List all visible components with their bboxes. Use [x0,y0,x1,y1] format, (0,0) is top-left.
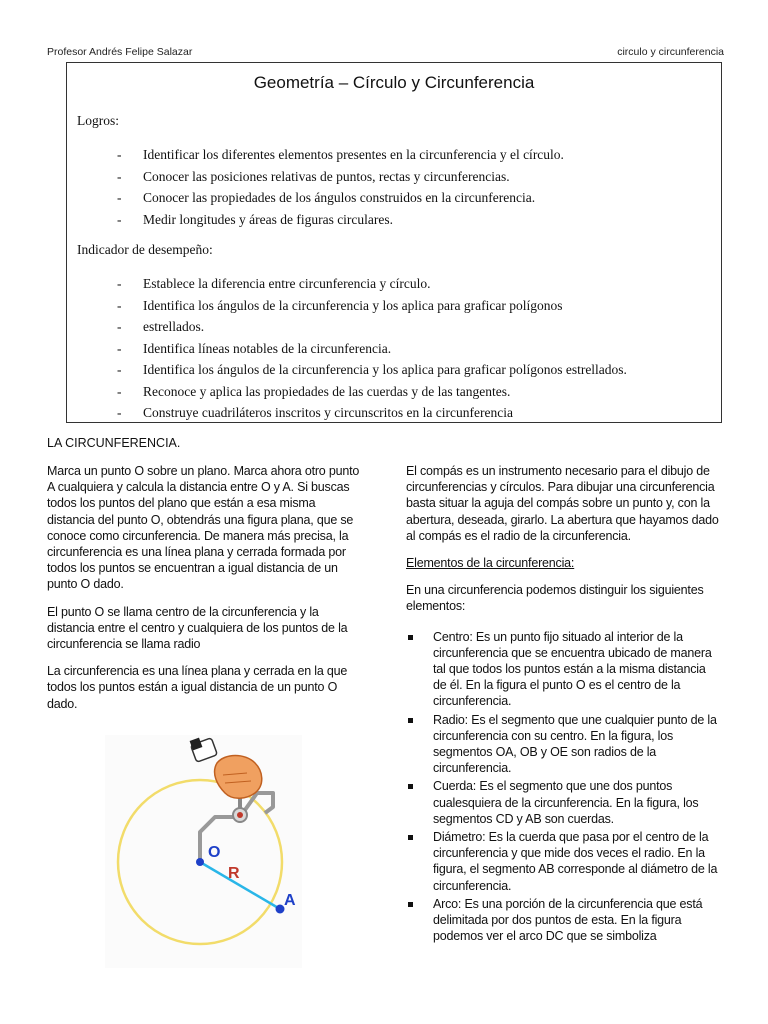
circumference-figure [105,735,302,968]
list-item: Diámetro: Es la cuerda que pasa por el centro de la circunferencia y que mide dos veces el radio. En la figura, el segmento AB corresponde al diámetro de la circunferencia. [406,829,722,894]
list-item: - estrellados. [117,319,205,334]
label-a: A [284,892,296,909]
compass-diagram [105,735,302,968]
list-item: - Identifica líneas notables de la circunferencia. [117,340,392,356]
header-topic: circulo y circunferencia [617,46,724,58]
paragraph: El compás es un instrumento necesario para el dibujo de circunferencias y círculos. Para dibujar una circunferencia basta situar la aguja del compás sobre un punto y, con la abertura, deseada, girarlo. La abertura que hayamos dado al compás es el radio de la circunferencia. [406,464,719,543]
list-item: - Identifica los ángulos de la circunferencia y los aplica para graficar polígonos estrellados. [117,362,627,377]
list-item: Radio: Es el segmento que une cualquier punto de la circunferencia con su centro. En la figura, los segmentos OA, OB y OE son radios de la circunferencia. [406,712,722,777]
list-item: - Construye cuadriláteros inscritos y circunscritos en la circunferencia [117,405,513,420]
list-item: Arco: Es una porción de la circunferencia que está delimitada por dos puntos de esta. En la figura podemos ver el arco DC que se simboliza [406,896,722,945]
hand-icon [215,756,262,799]
paragraph: El punto O se llama centro de la circunferencia y la distancia entre el centro y cualquiera de los puntos de la circunferencia se llama radio [47,604,348,652]
radius-line [200,862,280,909]
paragraph: En una circunferencia podemos distinguir los siguientes elementos: [406,583,704,614]
list-item: - Conocer las posiciones relativas de puntos, rectas y circunferencias. [117,168,510,184]
list-item: - Establece la diferencia entre circunferencia y círculo. [117,276,431,291]
objectives-box [66,62,722,423]
elements-list [406,629,722,945]
document-title: Geometría – Círculo y Circunferencia [253,73,535,92]
paragraph: Marca un punto O sobre un plano. Marca ahora otro punto A cualquiera y calcula la distancia entre O y A. Si buscas todos los puntos del plano que están a esa misma distancia del punto O, obtendrás una figura plana, que se conoce como circunferencia. De manera más precisa, la circunferencia es una línea plana y cerrada formada por todos los puntos se encuentran a igual distancia de un punto O dado. [47,464,360,592]
logros-label: Logros: [77,113,119,128]
header-author: Profesor Andrés Felipe Salazar [47,46,193,58]
label-o: O [208,844,221,861]
right-column [406,463,722,946]
section-title: LA CIRCUNFERENCIA. [47,436,181,450]
label-r: R [228,865,240,882]
center-point [196,858,204,866]
paragraph: La circunferencia es una línea plana y cerrada en la que todos los puntos están a igual distancia de un punto O dado. [47,664,348,711]
indicador-label: Indicador de desempeño: [77,242,213,257]
list-item: Centro: Es un punto fijo situado al interior de la circunferencia que se encuentra ubicado de manera tal que todos los puntos están a la misma distancia de él. En la figura el punto O es el centro de la circunferencia. [406,629,722,710]
list-item: - Medir longitudes y áreas de figuras circulares. [117,211,394,227]
elements-heading: Elementos de la circunferencia: [406,556,575,571]
list-item: Cuerda: Es el segmento que une dos puntos cualesquiera de la circunferencia. En la figura, los segmentos CD y AB son cuerdas. [406,778,722,827]
logros-list [117,144,707,230]
left-column [47,463,365,723]
list-item: - Identifica los ángulos de la circunferencia y los aplica para graficar polígonos [117,297,563,313]
list-item: - Reconoce y aplica las propiedades de las cuerdas y de las tangentes. [117,383,511,399]
indicadores-list [117,273,707,424]
list-item: - Identificar los diferentes elementos presentes en la circunferencia y el círculo. [117,147,564,162]
list-item: - Conocer las propiedades de los ángulos construidos en la circunferencia. [117,190,536,205]
